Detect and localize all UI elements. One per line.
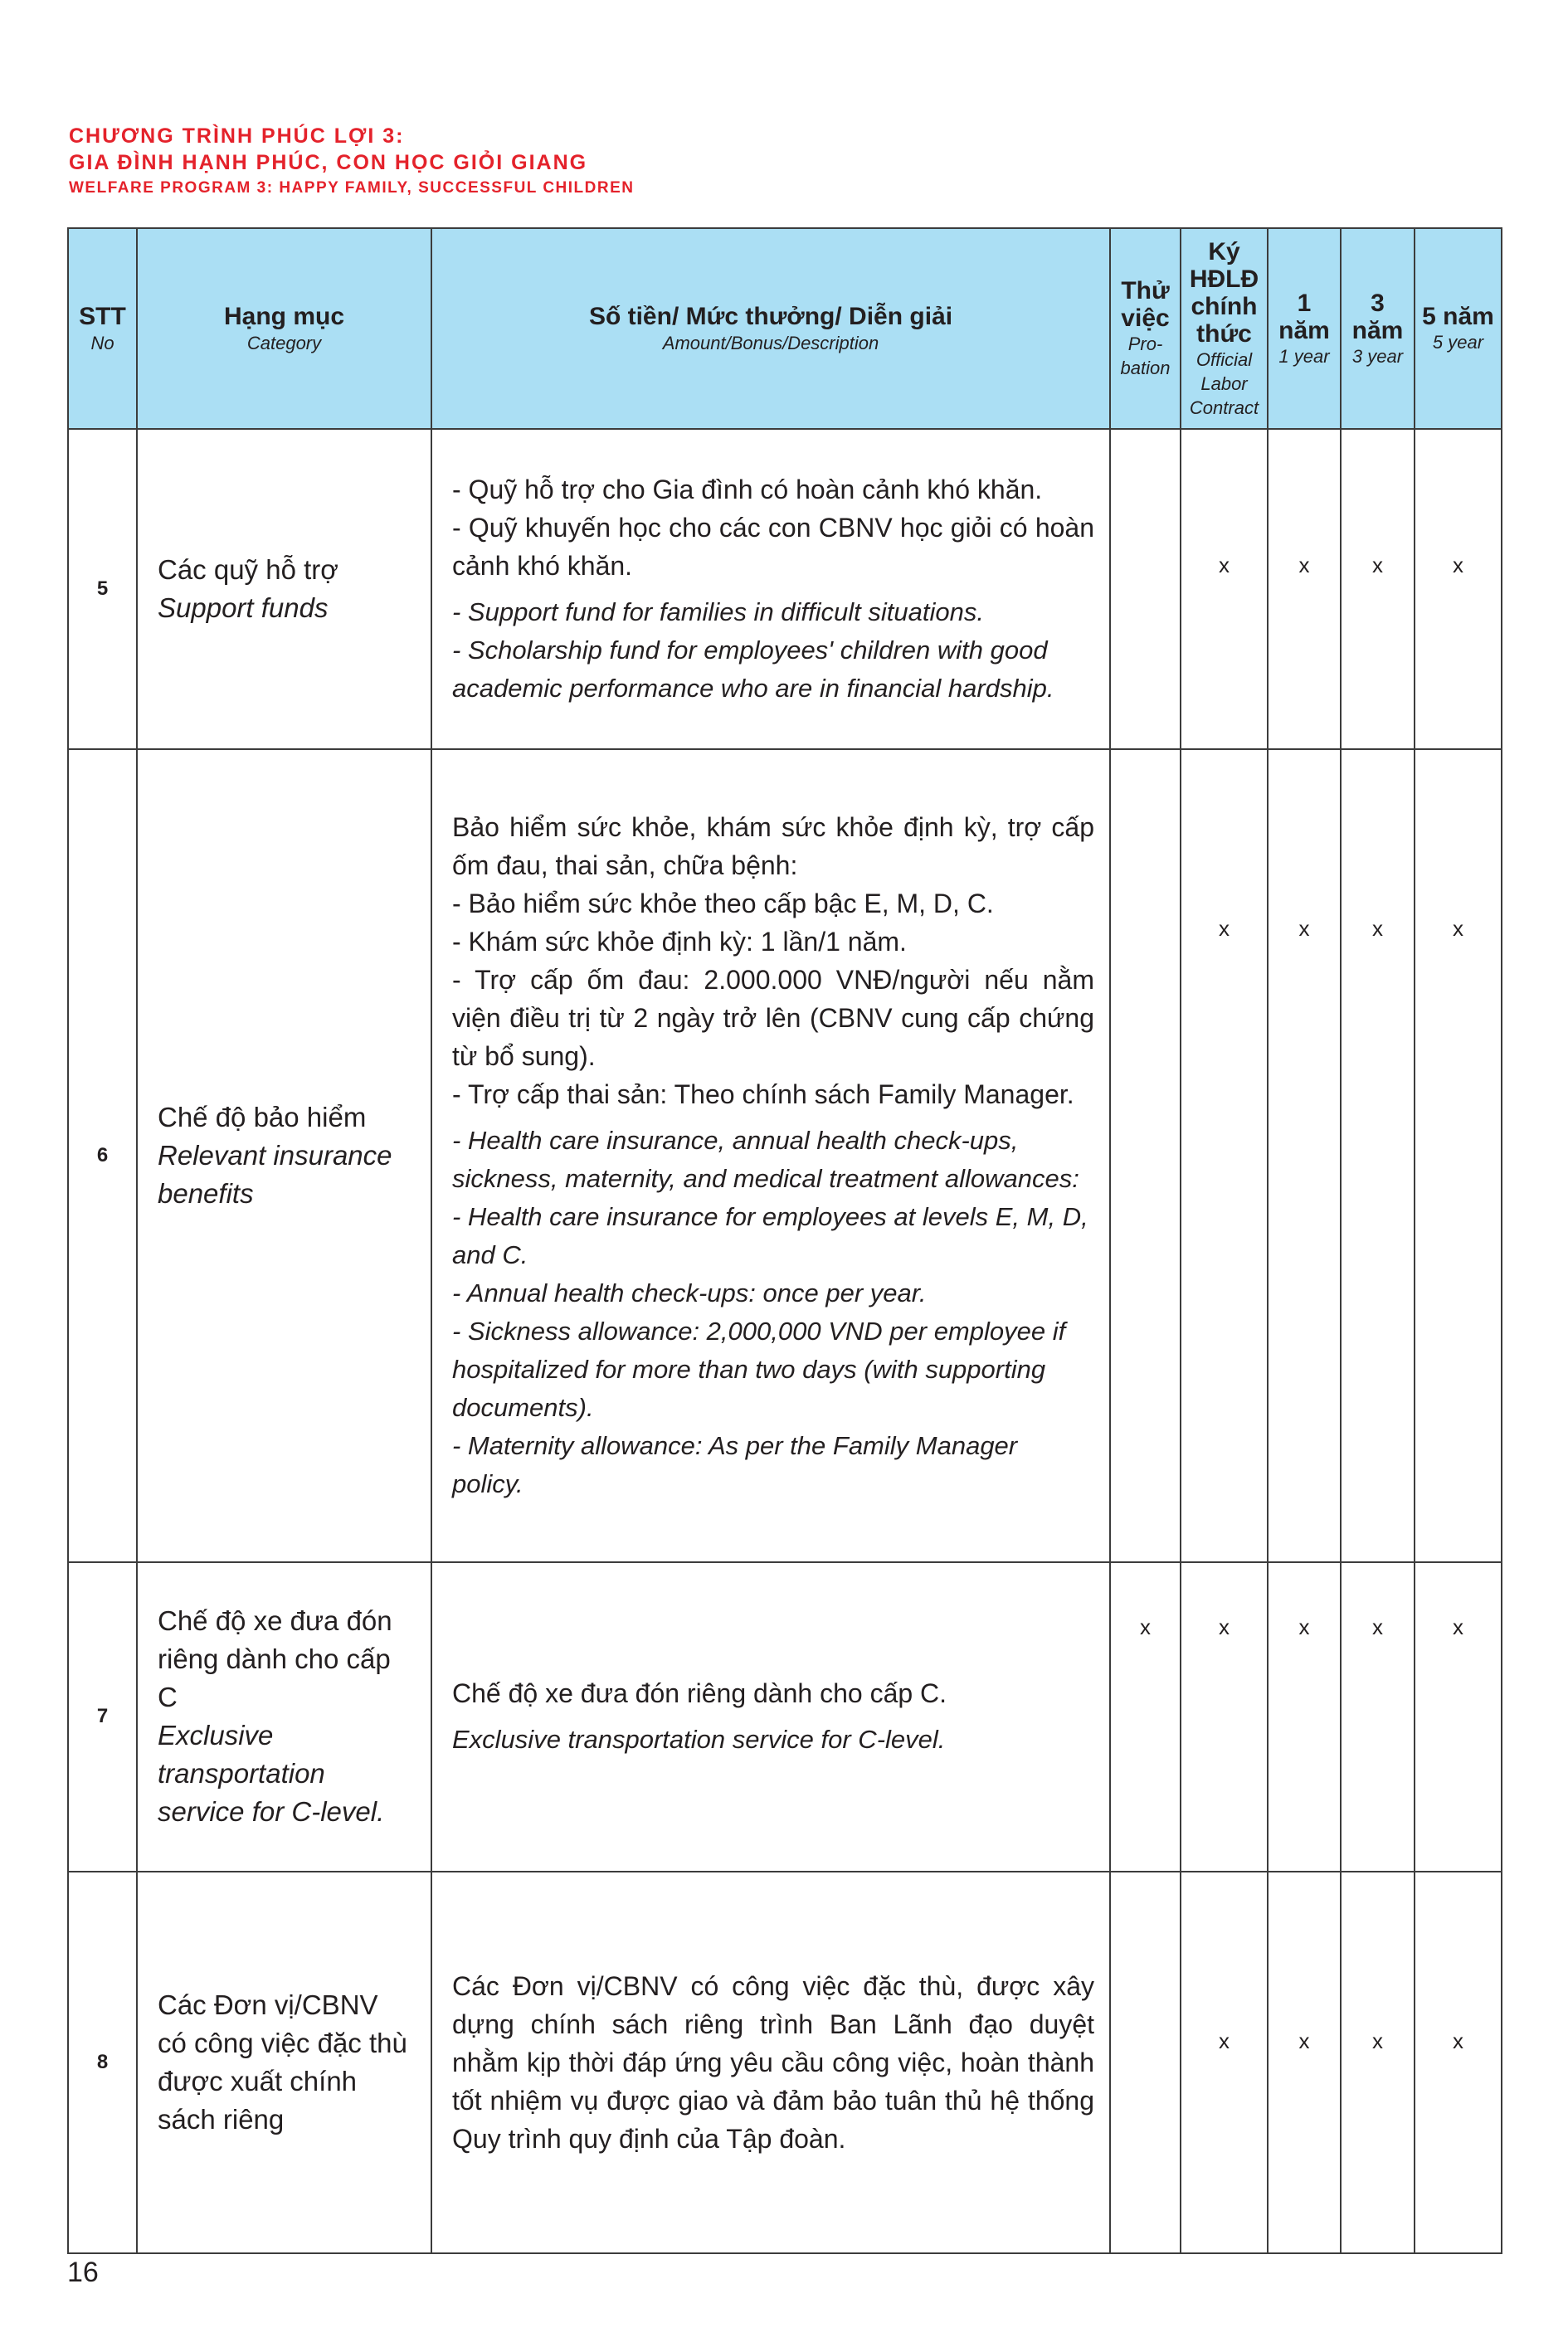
page-number: 16 [67,2257,99,2288]
mark-1-year: x [1268,1872,1341,2253]
header-row [68,228,1502,429]
heading-line-2: GIA ĐÌNH HẠNH PHÚC, CON HỌC GIỎI GIANG [69,151,588,174]
mark-5-year: x [1415,429,1502,749]
row-number: 6 [68,749,137,1562]
row-category [137,429,431,749]
row-category [137,749,431,1562]
mark-5-year: x [1415,1562,1502,1871]
mark-probation [1110,429,1181,749]
mark-official: x [1181,1562,1268,1871]
mark-official: x [1181,429,1268,749]
mark-1-year: x [1268,749,1341,1562]
mark-3-year: x [1341,1872,1415,2253]
heading-line-english: WELFARE PROGRAM 3: HAPPY FAMILY, SUCCESSFUL CHILDREN [69,179,635,197]
header-description: Số tiền/ Mức thưởng/ Diễn giải Amount/Bonus/Description [431,228,1110,429]
description-vi: - Quỹ hỗ trợ cho Gia đình có hoàn cảnh khó khăn. - Quỹ khuyến học cho các con CBNV học giỏi có hoàn cảnh khó khăn. [452,475,1094,582]
mark-3-year: x [1341,1562,1415,1871]
mark-1-year: x [1268,429,1341,749]
header-official-contract: Ký HĐLĐ chính thức Official Labor Contract [1181,228,1268,429]
category-vi: Chế độ xe đưa đón riêng dành cho cấp C [158,1605,392,1713]
category-en: Support funds [158,592,329,624]
mark-official: x [1181,749,1268,1562]
row-number: 5 [68,429,137,749]
row-number: 8 [68,1872,137,2253]
mark-5-year: x [1415,1872,1502,2253]
mark-probation [1110,1872,1181,2253]
category-en: Exclusive transportation service for C-level. [158,1720,385,1828]
description-en: - Health care insurance, annual health check-ups, sickness, maternity, and medical treatment allowances: - Health care insurance for employees at levels E, M, D, and C. - Annual health check-ups: once per year. - Sickness allowance: 2,000,000 VND per employee if hospitalized for more than two days (with supporting documents). - Maternity allowance: As per the Family Manager policy. [452,1126,1088,1499]
header-probation: Thử việc Pro-bation [1110,228,1181,429]
category-vi: Chế độ bảo hiểm [158,1102,367,1133]
table-row [68,429,1502,749]
category-vi: Các Đơn vị/CBNV có công việc đặc thù được xuất chính sách riêng [158,1989,407,2135]
benefits-table [67,227,1502,2254]
description-vi: Chế độ xe đưa đón riêng dành cho cấp C. [452,1678,947,1709]
mark-3-year: x [1341,749,1415,1562]
row-category [137,1562,431,1871]
header-3-year: 3 năm 3 year [1341,228,1415,429]
row-category [137,1872,431,2253]
mark-official: x [1181,1872,1268,2253]
mark-3-year: x [1341,429,1415,749]
table-row [68,749,1502,1562]
row-description [431,429,1110,749]
row-number: 7 [68,1562,137,1871]
heading-line-1: CHƯƠNG TRÌNH PHÚC LỢI 3: [69,124,405,148]
table-row [68,1872,1502,2253]
description-vi: Các Đơn vị/CBNV có công việc đặc thù, được xây dựng chính sách riêng trình Ban Lãnh đạo duyệt nhằm kịp thời đáp ứng yêu cầu công việc, hoàn thành tốt nhiệm vụ được giao và đảm bảo tuân thủ hệ thống Quy trình quy định của Tập đoàn. [452,1970,1094,2154]
category-en: Relevant insurance benefits [158,1140,392,1210]
row-description [431,749,1110,1562]
mark-probation: x [1110,1562,1181,1871]
header-no: STT No [68,228,137,429]
mark-5-year: x [1415,749,1502,1562]
category-vi: Các quỹ hỗ trợ [158,554,338,586]
header-1-year: 1 năm 1 year [1268,228,1341,429]
page-heading [69,123,635,199]
row-description [431,1562,1110,1871]
mark-probation [1110,749,1181,1562]
description-en: Exclusive transportation service for C-level. [452,1725,946,1755]
mark-1-year: x [1268,1562,1341,1871]
row-description [431,1872,1110,2253]
table-row [68,1562,1502,1871]
description-vi: Bảo hiểm sức khỏe, khám sức khỏe định kỳ, trợ cấp ốm đau, thai sản, chữa bệnh: - Bảo hiểm sức khỏe theo cấp bậc E, M, D, C. - Khám sức khỏe định kỳ: 1 lần/1 năm. - Trợ cấp ốm đau: 2.000.000 VNĐ/người nếu nằm viện điều trị từ 2 ngày trở lên (CBNV cung cấp chứng từ bổ sung). - Trợ cấp thai sản: Theo chính sách Family Manager. [452,812,1094,1110]
description-en: - Support fund for families in difficult situations. - Scholarship fund for employees' children with good academic performance who are in financial hardship. [452,597,1054,704]
header-category: Hạng mục Category [137,228,431,429]
header-5-year: 5 năm 5 year [1415,228,1502,429]
